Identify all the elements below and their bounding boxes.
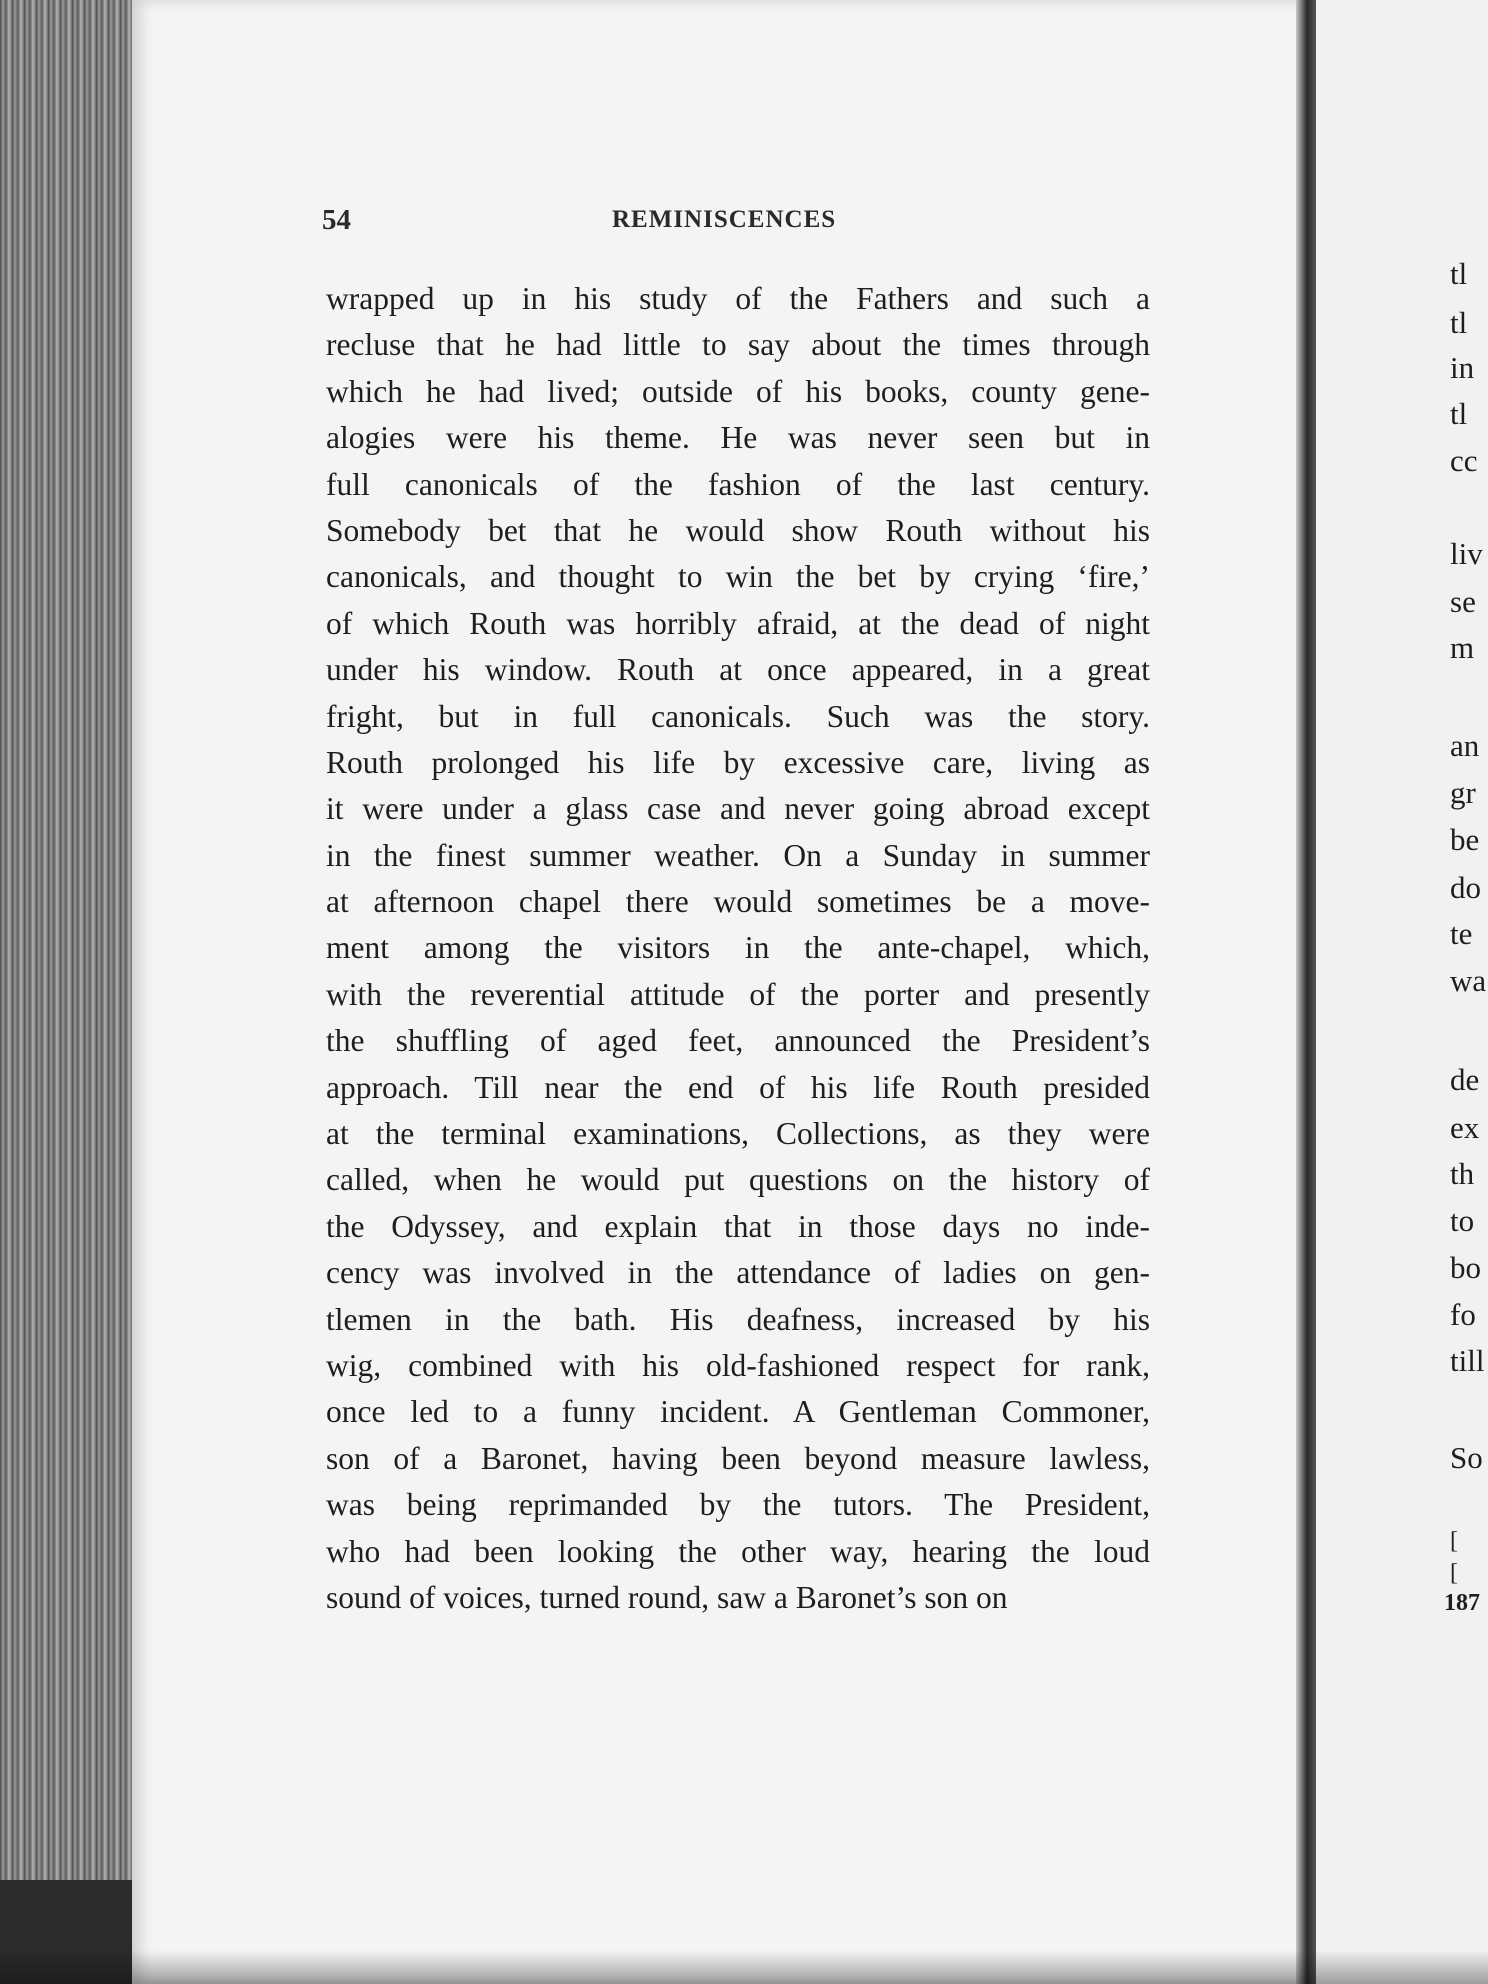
text-line: which he had lived; outside of his books, county gene- <box>326 373 1150 409</box>
running-head: REMINISCENCES <box>612 206 837 233</box>
right-page-fragment: [ <box>1450 1560 1458 1586</box>
text-line: canonicals, and thought to win the bet by crying ‘fire,’ <box>326 559 1150 595</box>
text-line: it were under a glass case and never going abroad except <box>326 791 1150 827</box>
right-page-fragment: be <box>1450 822 1480 857</box>
book-gutter <box>1296 0 1316 1984</box>
right-page-fragment: cc <box>1450 443 1478 478</box>
right-page-fragment: th <box>1450 1156 1475 1191</box>
right-page-fragment: ex <box>1450 1110 1480 1145</box>
right-page-fragment: de <box>1450 1062 1480 1097</box>
text-line: of which Routh was horribly afraid, at the dead of night <box>326 605 1150 641</box>
right-page-fragment: bo <box>1450 1250 1481 1285</box>
text-line: in the finest summer weather. On a Sunday in summer <box>326 837 1150 873</box>
right-page-fragment: wa <box>1450 963 1487 998</box>
right-page-fragment: do <box>1450 870 1481 905</box>
text-line: the shuffling of aged feet, announced the President’s <box>326 1023 1150 1059</box>
right-page-fragment: liv <box>1450 536 1483 571</box>
right-page-fragment: se <box>1450 584 1476 619</box>
text-line: the Odyssey, and explain that in those days no inde- <box>326 1208 1150 1244</box>
right-page-fragment: an <box>1450 728 1480 763</box>
right-page-fragment: So <box>1450 1440 1483 1475</box>
right-page-fragment: te <box>1450 916 1473 951</box>
text-line: at the terminal examinations, Collections, as they were <box>326 1116 1150 1152</box>
text-line: approach. Till near the end of his life Routh presided <box>326 1069 1150 1105</box>
text-line: once led to a funny incident. A Gentleman Commoner, <box>326 1394 1150 1430</box>
text-line: ment among the visitors in the ante-chapel, which, <box>326 930 1150 966</box>
bottom-shadow <box>0 1950 1488 1984</box>
text-line: who had been looking the other way, hearing the loud <box>326 1533 1150 1569</box>
text-line: with the reverential attitude of the porter and presently <box>326 976 1150 1012</box>
text-line: full canonicals of the fashion of the last century. <box>326 466 1150 502</box>
right-page-fragment: gr <box>1450 775 1476 810</box>
right-page-fragment: to <box>1450 1203 1475 1238</box>
right-page-fragment: tl <box>1450 256 1468 291</box>
right-page-fragment: fo <box>1450 1297 1476 1332</box>
text-line: fright, but in full canonicals. Such was the story. <box>326 698 1150 734</box>
page-edges <box>0 0 140 1984</box>
text-line: tlemen in the bath. His deafness, increased by his <box>326 1301 1150 1337</box>
right-page-fragment: tl <box>1450 396 1468 431</box>
text-line: Routh prolonged his life by excessive care, living as <box>326 744 1150 780</box>
right-page-fragment: m <box>1450 630 1475 665</box>
text-line: Somebody bet that he would show Routh without his <box>326 512 1150 548</box>
text-line: alogies were his theme. He was never seen but in <box>326 420 1150 456</box>
page-number: 54 <box>322 204 351 236</box>
text-line: called, when he would put questions on the history of <box>326 1162 1150 1198</box>
text-line: under his window. Routh at once appeared, in a great <box>326 652 1150 688</box>
right-page-fragment: in <box>1450 350 1475 385</box>
right-page-fragment: [ <box>1450 1528 1458 1554</box>
text-line: wrapped up in his study of the Fathers and such a <box>326 281 1150 316</box>
text-line: son of a Baronet, having been beyond measure lawless, <box>326 1440 1150 1476</box>
text-line: wig, combined with his old-fashioned respect for rank, <box>326 1347 1150 1383</box>
right-page-fragment: 187 <box>1444 1590 1480 1616</box>
text-line: sound of voices, turned round, saw a Baronet’s son on <box>326 1579 1008 1615</box>
right-page-fragment: tl <box>1450 305 1468 340</box>
text-line: was being reprimanded by the tutors. The President, <box>326 1487 1150 1523</box>
body-text <box>326 276 1150 1621</box>
text-line: at afternoon chapel there would sometimes be a move- <box>326 884 1150 920</box>
text-line: recluse that he had little to say about the times through <box>326 327 1150 363</box>
text-line: cency was involved in the attendance of ladies on gen- <box>326 1255 1150 1291</box>
right-page-fragment: till <box>1450 1343 1485 1378</box>
